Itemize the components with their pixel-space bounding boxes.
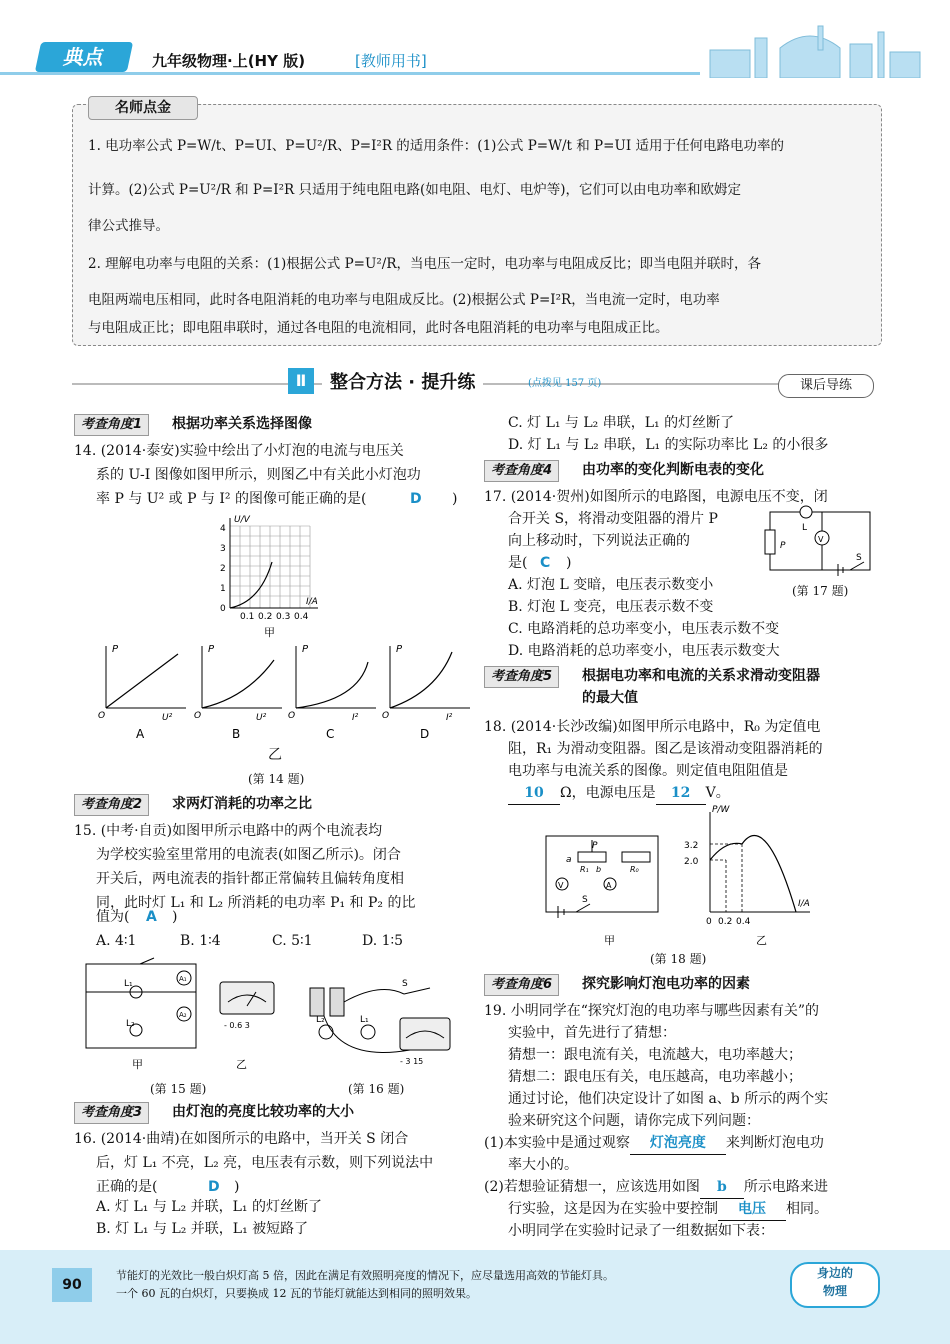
q19-line: 猜想一：跟电流有关，电流越大，电功率越大； <box>508 1047 802 1063</box>
q14-jia-ylabel: U/V <box>234 515 250 525</box>
q15-line: 为学校实验室里常用的电流表(如图乙所示)。闭合 <box>96 847 401 863</box>
q15-option: C. 5∶1 <box>272 933 313 949</box>
footer-badge: 身边的 物理 <box>790 1262 880 1308</box>
q15-option: A. 4∶1 <box>96 933 137 949</box>
svg-text:O: O <box>382 711 390 721</box>
q15-option: B. 1∶4 <box>180 933 221 949</box>
q15-line: 开关后，两电流表的指针都正常偏转且偏转角度相 <box>96 871 404 887</box>
q16-answer: D <box>208 1179 220 1195</box>
skyline-illustration <box>700 20 930 78</box>
angle-tag: 考查角度2 <box>74 794 149 816</box>
svg-text:A₁: A₁ <box>179 975 187 983</box>
q19-line: 猜想二：跟电压有关，电压越高，电功率越小； <box>508 1069 802 1085</box>
svg-text:R₀: R₀ <box>630 865 639 874</box>
angle-tag: 考查角度6 <box>484 974 559 996</box>
svg-text:b: b <box>596 865 602 874</box>
tips-line: 与电阻成正比；即电阻串联时，通过各电阻的电流相同，此时各电阻消耗的电功率与电阻成正比。 <box>88 320 669 336</box>
q18-blank-resistance: 10 <box>508 782 560 805</box>
angle-tag: 考查角度4 <box>484 460 559 482</box>
tips-line: 计算。(2)公式 P=U²/R 和 P=I²R 只适用于纯电阻电路(如电阻、电灯、电炉等)，它们可以由电功率和欧姆定 <box>88 182 742 198</box>
svg-text:甲: 甲 <box>132 1058 143 1071</box>
svg-text:L₂: L₂ <box>126 1019 135 1029</box>
svg-text:U²: U² <box>256 713 267 723</box>
brand-logo: 典点 <box>35 42 133 72</box>
angle-tag: 考查角度5 <box>484 666 559 688</box>
q17-line: 17. (2014·贺州)如图所示的电路图，电源电压不变，闭 <box>484 489 828 505</box>
book-title: 九年级物理·上(HY 版) <box>152 52 306 70</box>
q15-option: D. 1∶5 <box>362 933 404 949</box>
svg-text:S: S <box>582 895 588 905</box>
angle-title: 由灯泡的亮度比较功率的大小 <box>172 1104 354 1120</box>
q15-caption: (第 15 题) <box>150 1082 207 1096</box>
section-title: 整合方法 · 提升练 <box>322 368 483 394</box>
tips-line: 律公式推导。 <box>88 218 169 234</box>
angle-title: 探究影响灯泡电功率的因素 <box>582 976 750 992</box>
q14-jia-xlabel: I/A <box>306 597 318 607</box>
q14-fig-yi-label: 乙 <box>268 747 282 763</box>
q18-caption: (第 18 题) <box>650 952 707 966</box>
svg-text:C: C <box>326 727 335 741</box>
q17-circuit <box>760 500 880 580</box>
svg-text:甲: 甲 <box>604 934 615 947</box>
svg-text:P: P <box>112 644 119 655</box>
svg-text:2: 2 <box>220 564 226 574</box>
svg-text:0.4: 0.4 <box>294 612 309 622</box>
q17-line: 合开关 S，将滑动变阻器的滑片 P <box>508 511 718 527</box>
q16-line: 16. (2014·曲靖)在如图所示的电路中，当开关 S 闭合 <box>74 1131 409 1147</box>
footer-note: 节能灯的光效比一般白炽灯高 5 倍，因此在满足有效照明亮度的情况下，应尽量选用高效的节能灯具。 <box>116 1269 614 1282</box>
q19-part2-cont: 行实验，这是因为在实验中要控制 电压 相同。 <box>508 1198 828 1221</box>
svg-text:A: A <box>136 727 145 741</box>
q18-line: 阻，R₁ 为滑动变阻器。图乙是该滑动变阻器消耗的 <box>508 741 823 757</box>
tips-title: 名师点金 <box>88 96 198 120</box>
svg-text:0: 0 <box>706 917 712 927</box>
q17-option: A. 灯泡 L 变暗，电压表示数变小 <box>508 577 714 593</box>
q15-q16-figures <box>80 952 470 1076</box>
section-number: Ⅱ <box>288 368 314 394</box>
svg-text:L₁: L₁ <box>360 1015 369 1025</box>
tips-line: 2. 理解电功率与电阻的关系：(1)根据公式 P=U²/R，当电压一定时，电功率与电阻成反比；即当电阻并联时，各 <box>88 256 761 272</box>
q19-part1: (1)本实验中是通过观察 灯泡亮度 来判断灯泡电功 <box>484 1132 824 1155</box>
angle-title: 根据功率关系选择图像 <box>172 416 312 432</box>
q16-line: 正确的是( <box>96 1179 158 1195</box>
svg-text:P/W: P/W <box>712 805 730 815</box>
svg-text:A₂: A₂ <box>179 1011 187 1019</box>
svg-text:3: 3 <box>220 544 226 554</box>
q16-line: 后，灯 L₁ 不亮，L₂ 亮，电压表有示数，则下列说法中 <box>96 1155 434 1171</box>
svg-text:R₁: R₁ <box>580 865 589 874</box>
svg-text:O: O <box>194 711 202 721</box>
angle-tag: 考查角度3 <box>74 1102 149 1124</box>
footer-note: 一个 60 瓦的白炽灯，只要换成 12 瓦的节能灯就能达到相同的照明效果。 <box>116 1287 477 1300</box>
after-class-badge: 课后导练 <box>778 374 874 398</box>
svg-text:S: S <box>856 553 862 563</box>
q17-line: 是( <box>508 555 528 571</box>
q14-caption: (第 14 题) <box>248 772 305 786</box>
svg-text:A: A <box>606 881 612 890</box>
q16-option: C. 灯 L₁ 与 L₂ 串联，L₁ 的灯丝断了 <box>508 415 735 431</box>
svg-text:V: V <box>818 535 824 544</box>
svg-text:D: D <box>420 727 430 741</box>
q18-figures <box>530 800 840 950</box>
svg-text:B: B <box>232 727 241 741</box>
svg-text:O: O <box>98 711 106 721</box>
q17-answer: C <box>540 555 551 571</box>
svg-text:- 0.6 3: - 0.6 3 <box>224 1021 250 1030</box>
header-rule <box>0 72 700 75</box>
q19-part2-line3: 小明同学在实验时记录了一组数据如下表： <box>508 1223 774 1239</box>
q14-line: 率 P 与 U² 或 P 与 I² 的图像可能正确的是( <box>96 491 367 507</box>
q17-line: 向上移动时，下列说法正确的 <box>508 533 690 549</box>
q19-blank-3: 电压 <box>718 1198 786 1221</box>
q18-line: 18. (2014·长沙改编)如图甲所示电路中，R₀ 为定值电 <box>484 719 821 735</box>
q15-paren: ) <box>172 909 178 925</box>
svg-text:I²: I² <box>352 713 359 723</box>
svg-text:3.2: 3.2 <box>684 841 699 851</box>
svg-text:4: 4 <box>220 524 226 534</box>
tips-line: 电阻两端电压相同，此时各电阻消耗的电功率与电阻成反比。(2)根据公式 P=I²R，当电流一定时，电功率 <box>88 292 720 308</box>
page-number: 90 <box>52 1268 92 1302</box>
q15-answer: A <box>146 909 157 925</box>
q17-paren: ) <box>566 555 572 571</box>
svg-text:P: P <box>396 644 403 655</box>
angle-title: 根据电功率和电流的关系求滑动变阻器 <box>582 668 820 684</box>
q18-blank-voltage: 12 <box>656 782 706 805</box>
angle-tag: 考查角度1 <box>74 414 149 436</box>
q19-blank-2: b <box>700 1176 744 1199</box>
q16-option: B. 灯 L₁ 与 L₂ 并联，L₁ 被短路了 <box>96 1221 309 1237</box>
q18-answer-line: 10 Ω，电源电压是 12 V。 <box>508 782 730 805</box>
q19-line: 实验中，首先进行了猜想： <box>508 1025 676 1041</box>
q14-option-graphs <box>96 640 476 746</box>
svg-text:P: P <box>592 841 598 851</box>
q16-option: D. 灯 L₁ 与 L₂ 串联，L₁ 的实际功率比 L₂ 的小很多 <box>508 437 829 453</box>
q14-answer: D <box>410 491 422 507</box>
svg-text:P: P <box>208 644 215 655</box>
svg-text:L₂: L₂ <box>316 1015 325 1025</box>
q19-line: 验来研究这个问题，请你完成下列问题： <box>508 1113 760 1129</box>
svg-text:- 3 15: - 3 15 <box>400 1057 424 1066</box>
svg-text:2.0: 2.0 <box>684 857 699 867</box>
q16-paren: ) <box>234 1179 240 1195</box>
angle-title: 由功率的变化判断电表的变化 <box>582 462 764 478</box>
q16-option: A. 灯 L₁ 与 L₂ 并联，L₁ 的灯丝断了 <box>96 1199 322 1215</box>
svg-text:I/A: I/A <box>798 899 810 909</box>
q18-line: 电功率与电流关系的图像。则定值电阻阻值是 <box>508 763 788 779</box>
svg-text:0.1: 0.1 <box>240 612 255 622</box>
angle-title: 求两灯消耗的功率之比 <box>172 796 312 812</box>
angle-title-cont: 的最大值 <box>582 690 638 706</box>
svg-text:U²: U² <box>162 713 173 723</box>
svg-text:乙: 乙 <box>236 1058 247 1071</box>
svg-text:甲: 甲 <box>264 626 275 639</box>
q14-line: 14. (2014·泰安)实验中绘出了小灯泡的电流与电压关 <box>74 443 404 459</box>
svg-text:0: 0 <box>220 604 226 614</box>
svg-text:0.2: 0.2 <box>718 917 733 927</box>
svg-text:1: 1 <box>220 584 226 594</box>
svg-text:P: P <box>302 644 309 655</box>
q17-option: B. 灯泡 L 变亮，电压表示数不变 <box>508 599 714 615</box>
q15-line: 15. (中考·自贡)如图甲所示电路中的两个电流表均 <box>74 823 383 839</box>
q19-line: 19. 小明同学在“探究灯泡的电功率与哪些因素有关”的 <box>484 1003 820 1019</box>
q17-option: C. 电路消耗的总功率变小，电压表示数不变 <box>508 621 780 637</box>
svg-text:S: S <box>402 979 408 989</box>
svg-text:I²: I² <box>446 713 453 723</box>
tips-line: 1. 电功率公式 P=W/t、P=UI、P=U²/R、P=I²R 的适用条件：(1)公式 P=W/t 和 P=UI 适用于任何电路电功率的 <box>88 138 784 154</box>
q17-caption: (第 17 题) <box>792 584 849 598</box>
q17-option: D. 电路消耗的总功率变小，电压表示数变大 <box>508 643 780 659</box>
q19-part2: (2)若想验证猜想一，应该选用如图 b 所示电路来进 <box>484 1176 828 1199</box>
svg-text:O: O <box>288 711 296 721</box>
svg-text:0.3: 0.3 <box>276 612 291 622</box>
q15-line: 值为( <box>96 909 130 925</box>
svg-text:0.2: 0.2 <box>258 612 273 622</box>
q14-paren: ) <box>452 491 458 507</box>
q14-line: 系的 U-I 图像如图甲所示，则图乙中有关此小灯泡功 <box>96 467 421 483</box>
edition-label: [教师用书] <box>355 52 427 70</box>
section-ref: (点拨见 157 页) <box>528 378 602 389</box>
svg-text:V: V <box>558 881 564 890</box>
svg-text:a: a <box>566 855 572 865</box>
svg-text:P: P <box>780 541 786 551</box>
q19-blank-1: 灯泡亮度 <box>630 1132 726 1155</box>
q19-part1-cont: 率大小的。 <box>508 1157 578 1173</box>
q16-caption: (第 16 题) <box>348 1082 405 1096</box>
q19-line: 通过讨论，他们决定设计了如图 a、b 所示的两个实 <box>508 1091 829 1107</box>
svg-text:L: L <box>802 523 808 533</box>
svg-text:乙: 乙 <box>756 934 767 947</box>
svg-text:0.4: 0.4 <box>736 917 751 927</box>
q15-line: 同，此时灯 L₁ 和 L₂ 所消耗的电功率 P₁ 和 P₂ 的比 <box>96 895 416 911</box>
svg-text:L₁: L₁ <box>124 979 133 989</box>
q14-graph-jia <box>210 512 330 642</box>
